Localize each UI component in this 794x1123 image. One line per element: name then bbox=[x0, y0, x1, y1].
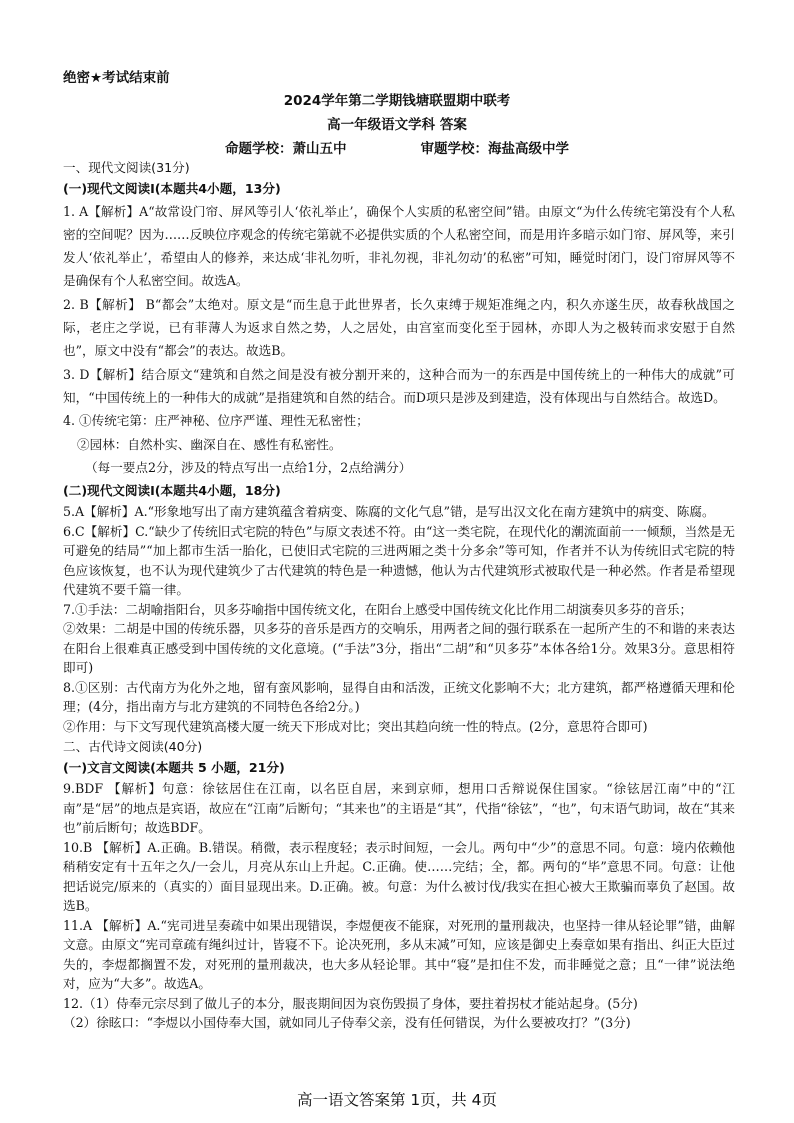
answer-item: ②作用：与下文写现代建筑高楼大厦一统天下形成对比；突出其趋向统一性的特点。(2分，意思符合即可) bbox=[63, 718, 648, 734]
scoring-note: （每一要点2分，涉及的特点写出一点给1分，2点给满分） bbox=[85, 459, 412, 475]
answer-content bbox=[63, 157, 735, 1033]
answer-item: ②效果：二胡是中国的传统乐器，贝多芬的音乐是西方的交响乐，用两者之间的强行联系在一起所产生的不和谐的来表达在阳台上很难真正感受到中国传统的文化意境。(“手法”3分，指出“二胡”和“贝多芬”本体各给1分。效果3分。意思相符即可) bbox=[63, 621, 735, 676]
answer-item: 8.①区别：古代南方为化外之地，留有蛮风影响，显得自由和活泼，正统文化影响不大；北方建筑，都严格遵循天理和伦理；(4分，指出南方与北方建筑的不同特色各给2分。) bbox=[63, 679, 735, 715]
answer-item: 5.A【解析】A.“形象地写出了南方建筑蕴含着病变、陈腐的文化气息”错，是写出汉文化在南方建筑中的病变、陈腐。 bbox=[63, 504, 715, 520]
answer-item: 12.（1）侍奉元宗尽到了做儿子的本分，服丧期间因为哀伤毁损了身体，要拄着拐杖才能站起身。(5分) bbox=[63, 995, 638, 1011]
exam-subtitle: 高一年级语文学科 答案 bbox=[327, 117, 467, 133]
answer-item: 7.①手法：二胡喻指阳台，贝多芬喻指中国传统文化，在阳台上感受中国传统文化比作用二胡演奏贝多芬的音乐； bbox=[63, 601, 693, 617]
answer-item: 4. ①传统宅第：庄严神秘、位序严谨、理性无私密性； bbox=[63, 413, 369, 429]
subsection-heading: (二)现代文阅读Ⅰ(本题共4小题，18分) bbox=[63, 483, 281, 499]
section-heading: 一、现代文阅读(31分) bbox=[63, 160, 190, 175]
confidential-mark: 绝密★考试结束前 bbox=[63, 70, 170, 86]
proposer-school: 命题学校：萧山五中 bbox=[225, 141, 347, 157]
reviewer-school: 审题学校：海盐高级中学 bbox=[420, 141, 569, 157]
answer-item: 1. A【解析】A“故常设门帘、屏风等引人‘依礼举止’，确保个人实质的私密空间”错。由原文“为什么传统宅第没有个人私密的空间呢？因为……反映位序观念的传统宅第就不必提供实质的个人私密空间，而是用许多暗示如门帘、屏风等，来引发人‘依礼举止’，希望由人的修养，来达成‘非礼勿听，非礼勿视，非礼勿动’的私密”可知，睡觉时闭门，设门帘屏风等不是确保有个人私密空间。故选A。 bbox=[63, 203, 735, 289]
answer-item: 2. B【解析】 B“都会”太绝对。原文是“而生息于此世界者，长久束缚于规矩准绳之内，积久亦遂生厌，故春秋战国之际，老庄之学说，已有菲薄人为返求自然之势，人之居处，由宫室而变化至于园林，亦即人为之极转而求安慰于自然也”，原文中没有“都会”的表达。故选B。 bbox=[63, 296, 735, 359]
answer-item: ②园林：自然朴实、幽深自在、感性有私密性。 bbox=[77, 436, 342, 452]
exam-title: 2024学年第二学期钱塘联盟期中联考 bbox=[283, 93, 511, 109]
answer-item: （2）徐眩口：“李煜以小国侍奉大国，就如同儿子侍奉父亲，没有任何错误，为什么要被攻打？”(3分) bbox=[63, 1015, 631, 1031]
school-info bbox=[0, 137, 794, 157]
answer-item: 11.A 【解析】A.“宪司进呈奏疏中如果出现错误，李煜便夜不能寐，对死刑的量刑裁决，也坚持一律从轻论罪”错，曲解文意。由原文“宪司章疏有绳纠过计，皆寝不下。论决死刑，多从末减”可知，应该是御史上奏章如果有指出、纠正大臣过失的，李煜都搁置不发，对死刑的量刑裁决，也大多从轻论罪。其中“寝”是扣住不发，而非睡觉之意；且“一律”说法绝对，应为“大多”。故选A。 bbox=[63, 917, 735, 992]
answer-item: 6.C【解析】C.“缺少了传统旧式宅院的特色”与原文表述不符。由“这一类宅院，在现代化的潮流面前一一倾颓，当然是无可避免的结局”“加上都市生活一胎化，已使旧式宅院的三进两厢之类十分多余”等可知，作者并不认为传统旧式宅院的特色应该恢复，也不认为现代建筑少了古代建筑的特色是一种遗憾，他认为古代建筑形式被取代是一种必然。作者是希望现代建筑不要千篇一律。 bbox=[63, 523, 735, 598]
answer-item: 9.BDF 【解析】句意：徐铉居住在江南，以名臣自居，来到京师，想用口舌辩说保住国家。“徐铉居江南”中的“江南”是“居”的地点是宾语，故应在“江南”后断句；“其来也”的主语是“其”，代指“徐铉”，“也”，句末语气助词，故在“其来也”前后断句；故选BDF。 bbox=[63, 781, 735, 836]
subsection-heading: (一)文言文阅读(本题共 5 小题，21分) bbox=[63, 760, 285, 776]
section-heading: 二、古代诗文阅读(40分) bbox=[63, 739, 203, 755]
subsection-heading: (一)现代文阅读Ⅰ(本题共4小题，13分) bbox=[63, 181, 281, 197]
answer-item: 3. D【解析】结合原文“建筑和自然之间是没有被分割开来的，这种合而为一的东西是中国传统上的一种伟大的成就”可知，“中国传统上的一种伟大的成就”是指建筑和自然的结合。而D项只是涉及到建造，没有体现出与自然结合。故选D。 bbox=[63, 366, 735, 405]
answer-item: 10.B 【解析】A.正确。B.错误。稍微，表示程度轻；表示时间短，一会儿。两句中“少”的意思不同。句意：境内依赖他稍稍安定有十五年之久/一会儿，月亮从东山上升起。C.正确。使……完结；全，都。两句的“毕”意思不同。句意：让他把话说完/原来的（真实的）面目显现出来。D.正确。被。句意：为什么被讨伐/我实在担心被大王欺骗而辜负了赵国。故选B。 bbox=[63, 839, 735, 914]
page-footer: 高一语文答案第 1页，共 4页 bbox=[296, 1091, 498, 1109]
